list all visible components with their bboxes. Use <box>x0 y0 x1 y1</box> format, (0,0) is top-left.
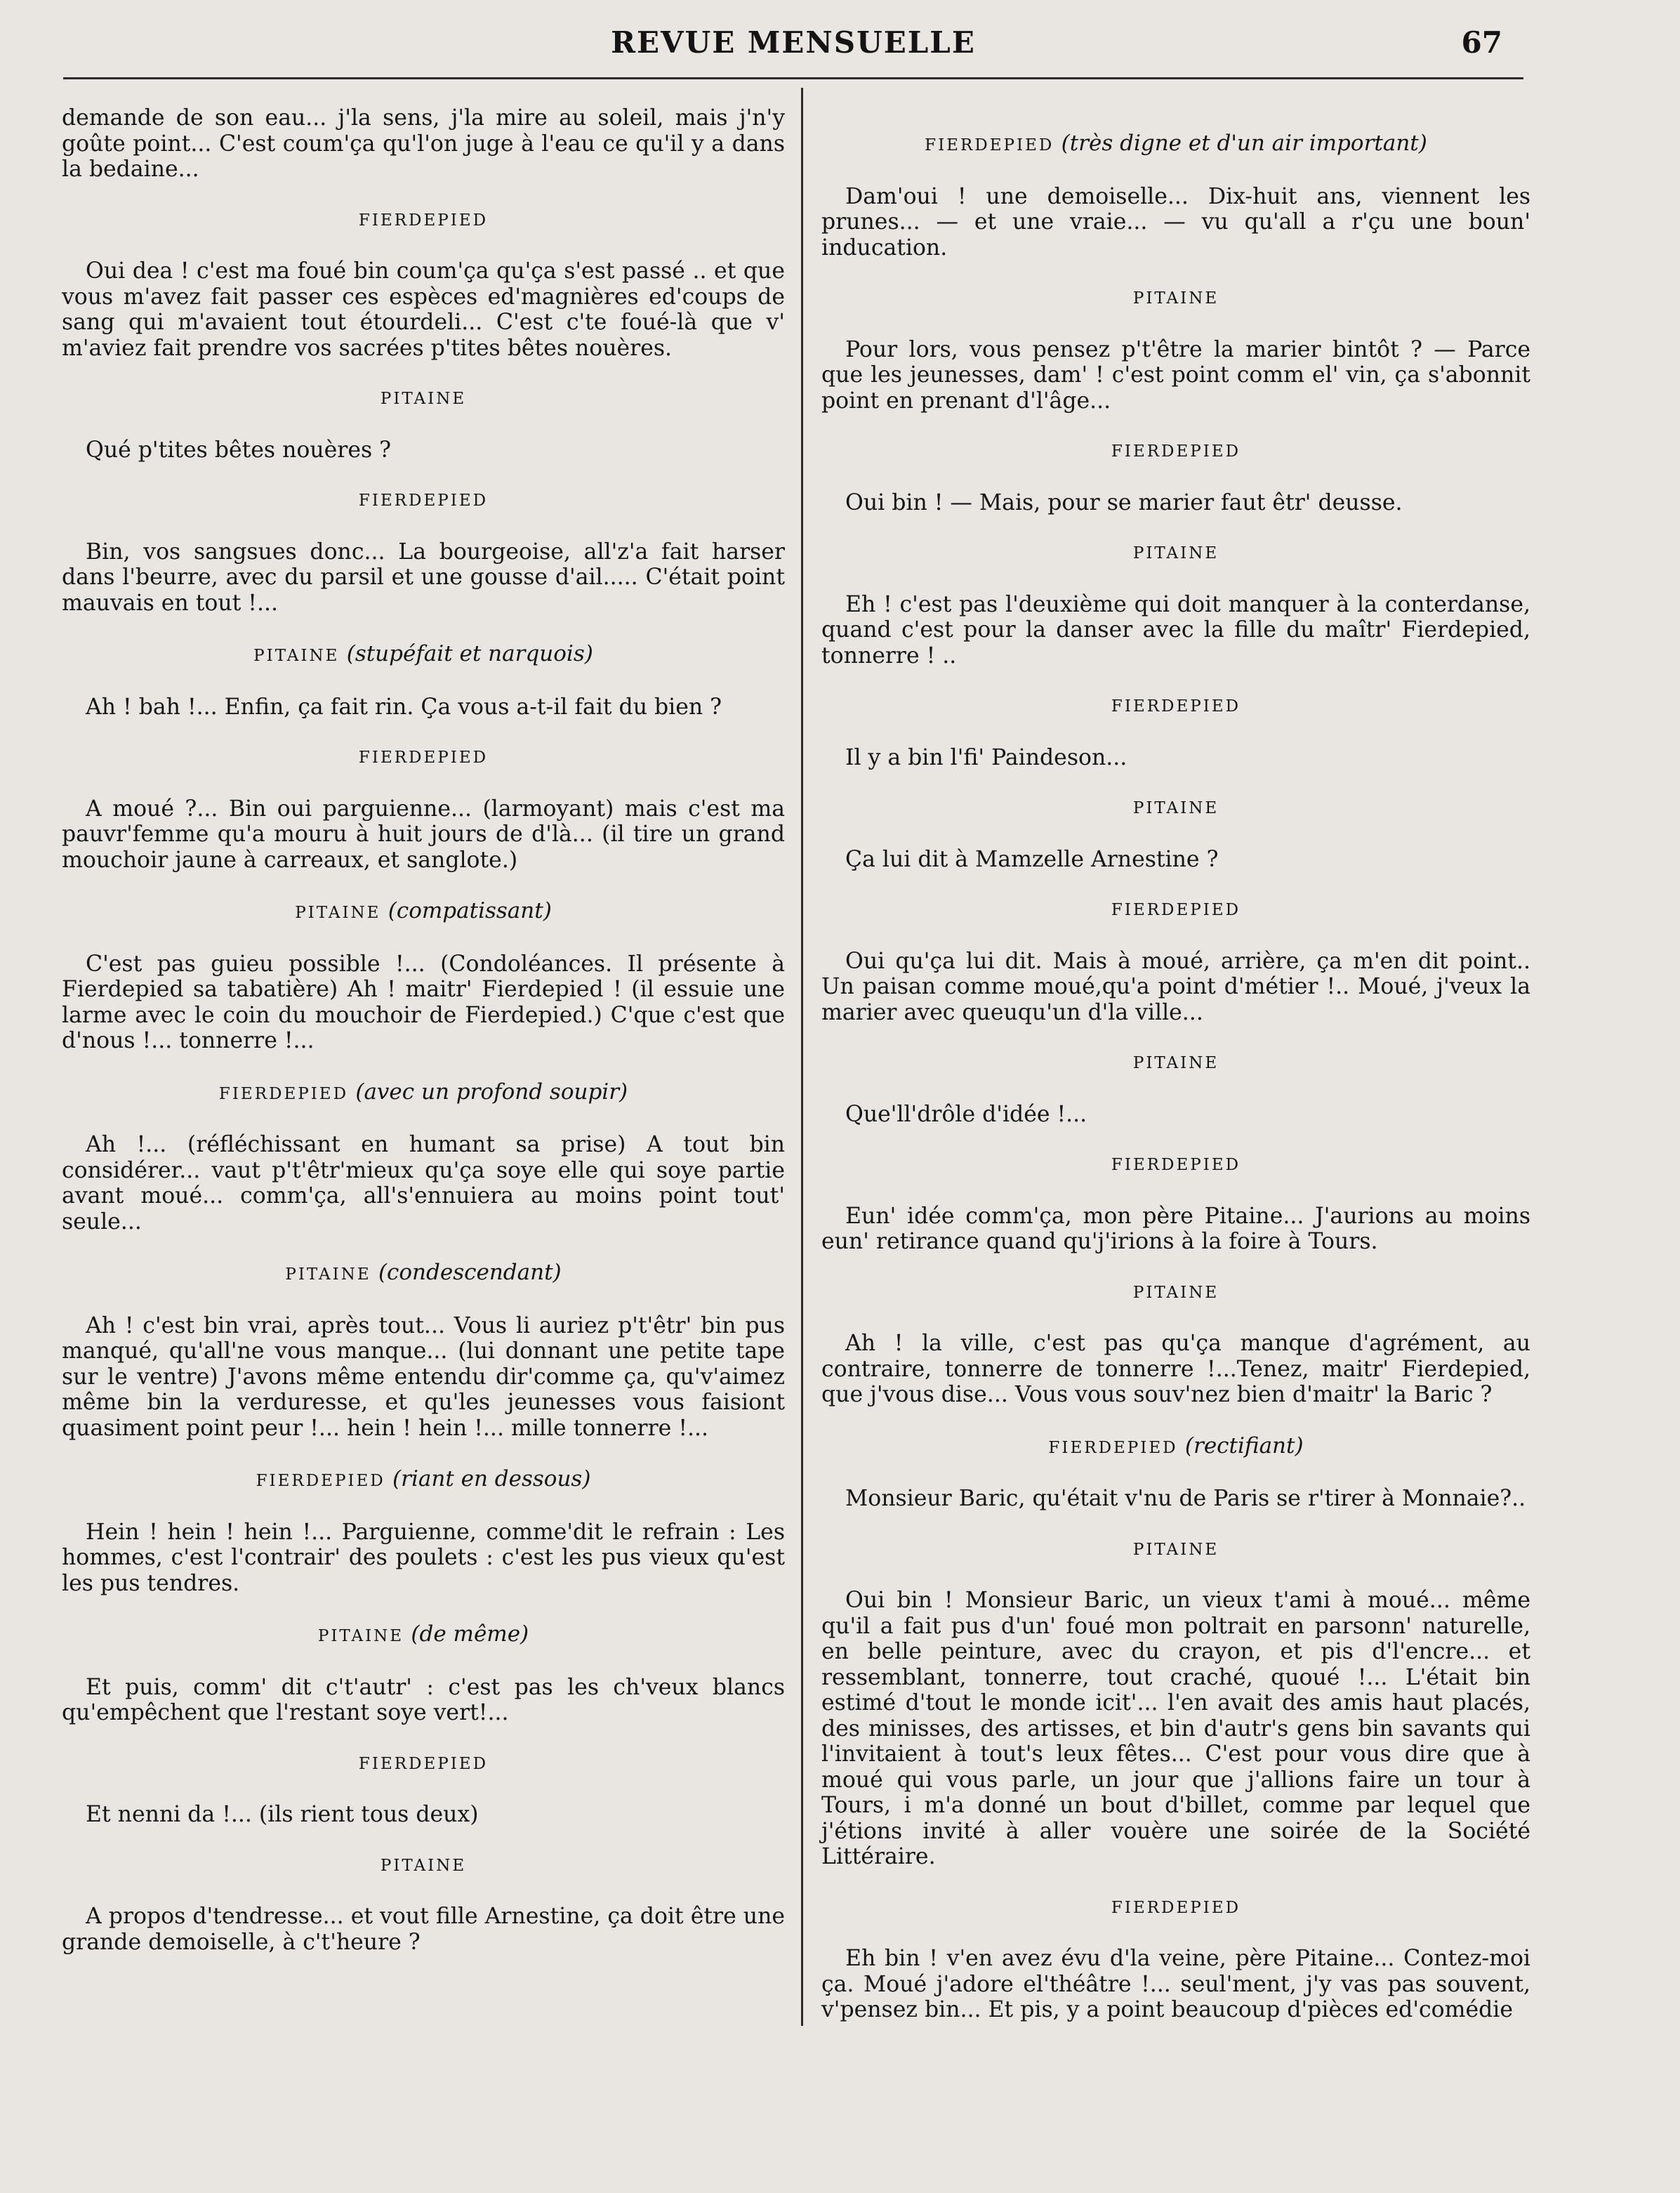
speaker-label: FIERDEPIED <box>1048 1438 1178 1457</box>
speech-paragraph: Ah ! c'est bin vrai, après tout... Vous li auriez p't'êtr' bin pus manqué, qu'all'ne vous manque... (lui donnant une petite tape sur le ventre) J'avons même entendu dir'comme ça, qu'v'aimez même bin la verduresse, et qu'les jeunesses vous faisiont quasiment point peur !... hein ! hein !... mille tonnerre !... <box>62 1312 785 1441</box>
speaker-name <box>821 439 1530 465</box>
speech-paragraph: Oui qu'ça lui dit. Mais à moué, arrière, ça m'en dit point.. Un paisan comme moué,qu'a point d'métier !.. Moué, j'veux la marier avec queuqu'un d'la ville... <box>821 948 1530 1025</box>
speaker-label: PITAINE <box>295 904 381 922</box>
speech-paragraph: C'est pas guieu possible !... (Condoléances. Il présente à Fierdepied sa tabatière) Ah ! maitr' Fierdepied ! (il essuie une larme avec le coin du mouchoir de Fierdepied.) C'que c'est que d'nous !... tonnerre !... <box>62 951 785 1053</box>
stage-direction: (compatissant) <box>388 898 552 923</box>
speech-paragraph: Eh ! c'est pas l'deuxième qui doit manquer à la conterdanse, quand c'est pour la danser avec la fille du maîtr' Fierdepied, tonnerre ! .. <box>821 591 1530 669</box>
speaker-label: FIERDEPIED <box>1111 1156 1241 1174</box>
speaker-name <box>821 1152 1530 1178</box>
speaker-name <box>62 208 785 234</box>
speaker-label: PITAINE <box>380 1856 467 1875</box>
speaker-label: FIERDEPIED <box>925 136 1054 154</box>
speech-paragraph: Qué p'tites bêtes nouères ? <box>86 437 392 463</box>
speaker-label: FIERDEPIED <box>218 1084 349 1103</box>
speech-paragraph: demande de son eau... j'la sens, j'la mire au soleil, mais j'n'y goûte point... C'est coum'ça qu'l'on juge à l'eau ce qu'il y a dans la bedaine... <box>62 105 785 182</box>
speech-paragraph: Pour lors, vous pensez p't'être la marier bintôt ? — Parce que les jeunesses, dam' ! c'est point comm el' vin, ça s'abonnit point en prenant d'l'âge... <box>821 336 1530 414</box>
speaker-label: PITAINE <box>1132 1283 1219 1302</box>
speaker-name <box>62 1260 785 1288</box>
speaker-label: PITAINE <box>1132 1054 1219 1072</box>
speech-paragraph: Ça lui dit à Mamzelle Arnestine ? <box>845 846 1219 872</box>
speech-paragraph: Dam'oui ! une demoiselle... Dix-huit ans, viennent les prunes... — et une vraie... — vu qu'all a r'çu une boun' inducation. <box>821 183 1530 261</box>
speaker-name <box>62 1853 785 1879</box>
speech-paragraph: Que'll'drôle d'idée !... <box>845 1101 1087 1127</box>
speaker-label: PITAINE <box>1132 1540 1219 1559</box>
speaker-label: FIERDEPIED <box>1111 697 1241 716</box>
speaker-label: PITAINE <box>1132 544 1219 562</box>
speech-paragraph: Oui bin ! Monsieur Baric, un vieux t'ami à moué... même qu'il a fait pus d'un' foué mon poltrait en parsonn' naturelle, en belle peinture, avec du crayon, et pis d'l'encre... et ressemblant, tonnerre, tout craché, quoué !... L'était bin estimé d'tout le monde icit'... l'en avait des amis haut placés, des minisses, des artisses, et bin d'autr's gens bin savants qui l'invitaient à tout's leux fêtes... C'est pour vous dire que à moué qui vous parle, un jour que j'allions faire un tour à Tours, i m'a donné un bout d'billet, comme par lequel que j'étions invité à aller vouère une soirée de la Société Littéraire. <box>821 1588 1530 1869</box>
speaker-name <box>821 541 1530 567</box>
speaker-name <box>821 796 1530 822</box>
speaker-label: PITAINE <box>285 1265 371 1284</box>
speech-paragraph: Et nenni da !... (ils rient tous deux) <box>86 1802 479 1827</box>
speaker-label: PITAINE <box>253 647 340 665</box>
speaker-name <box>62 1466 785 1494</box>
speaker-name <box>62 898 785 926</box>
speech-paragraph: Il y a bin l'fi' Paindeson... <box>845 744 1127 770</box>
speaker-name <box>821 1895 1530 1921</box>
speech-paragraph: Ah !... (réfléchissant en humant sa prise) A tout bin considérer... vaut p't'êtr'mieux qu'ça soye elle qui soye partie avant moué... comm'ça, all's'ennuiera au moins point tout' seule... <box>62 1132 785 1234</box>
speaker-name <box>821 1537 1530 1563</box>
speaker-label: FIERDEPIED <box>358 211 489 230</box>
stage-direction: (rectifiant) <box>1184 1433 1304 1458</box>
journal-title: REVUE MENSUELLE <box>611 25 976 60</box>
speaker-name <box>62 641 785 669</box>
speech-paragraph: A propos d'tendresse... et vout fille Arnestine, ça doit être une grande demoiselle, à c't'heure ? <box>62 1904 785 1955</box>
speaker-name <box>62 488 785 514</box>
right-column <box>821 105 1530 2023</box>
page-header <box>63 25 1523 67</box>
stage-direction: (de même) <box>411 1621 529 1647</box>
stage-direction: (riant en dessous) <box>392 1466 591 1491</box>
speaker-name <box>821 1433 1530 1461</box>
speaker-label: FIERDEPIED <box>1111 442 1241 461</box>
speaker-name <box>821 1280 1530 1306</box>
speech-paragraph: Oui dea ! c'est ma foué bin coum'ça qu'ça s'est passé .. et que vous m'avez fait passer ces espèces ed'magnières ed'coups de sang qui m'avaient tout étourdeli... C'est c'te foué-là que v' m'aviez fait prendre vos sacrées p'tites bêtes nouères. <box>62 258 785 361</box>
page-number: 67 <box>1461 25 1502 60</box>
header-rule <box>63 77 1523 79</box>
speech-paragraph: Eh bin ! v'en avez évu d'la veine, père Pitaine... Contez-moi ça. Moué j'adore el'théâtre !... seul'ment, j'y vas pas souvent, v'pensez bin... Et pis, y a point beaucoup d'pièces ed'comédie <box>821 1946 1530 2022</box>
speaker-name <box>62 386 785 412</box>
stage-direction: (stupéfait et narquois) <box>346 641 593 666</box>
speaker-name <box>821 897 1530 923</box>
speaker-label: FIERDEPIED <box>358 749 489 767</box>
speech-paragraph: Eun' idée comm'ça, mon père Pitaine... J'aurions au moins eun' retirance quand qu'j'irions à la foire à Tours. <box>821 1203 1530 1254</box>
stage-direction: (avec un profond soupir) <box>355 1079 628 1105</box>
speaker-name <box>62 1621 785 1649</box>
speaker-name <box>62 745 785 771</box>
speaker-name <box>821 694 1530 720</box>
speaker-label: FIERDEPIED <box>358 492 489 510</box>
speaker-label: FIERDEPIED <box>256 1472 385 1490</box>
speaker-label: FIERDEPIED <box>358 1754 489 1773</box>
speech-paragraph: Ah ! la ville, c'est pas qu'ça manque d'agrément, au contraire, tonnerre de tonnerre !...Tenez, maitr' Fierdepied, que j'vous dise... Vous vous souv'nez bien d'maitr' la Baric ? <box>821 1331 1530 1407</box>
column-divider <box>801 88 803 2026</box>
speech-paragraph: Bin, vos sangsues donc... La bourgeoise, all'z'a fait harser dans l'beurre, avec du parsil et une gousse d'ail..... C'était point mauvais en tout !... <box>62 539 785 616</box>
speech-paragraph: Hein ! hein ! hein !... Parguienne, comme'dit le refrain : Les hommes, c'est l'contrair' des poulets : c'est les pus vieux qu'est les pus tendres. <box>62 1519 785 1596</box>
speech-paragraph: A moué ?... Bin oui parguienne... (larmoyant) mais c'est ma pauvr'femme qu'a mouru à huit jours de d'là... (il tire un grand mouchoir jaune à carreaux, et sanglote.) <box>62 796 785 873</box>
speech-paragraph: Ah ! bah !... Enfin, ça fait rin. Ça vous a-t-il fait du bien ? <box>86 694 722 720</box>
stage-direction: (très digne et d'un air important) <box>1061 131 1427 156</box>
speech-paragraph: Oui bin ! — Mais, pour se marier faut êtr' deusse. <box>845 489 1403 515</box>
speaker-name <box>821 1051 1530 1076</box>
speaker-label: PITAINE <box>317 1627 404 1645</box>
speech-paragraph: Et puis, comm' dit c't'autr' : c'est pas les ch'veux blancs qu'empêchent que l'restant soye vert!... <box>62 1674 785 1725</box>
speaker-name <box>821 131 1530 159</box>
left-column <box>62 105 785 1955</box>
stage-direction: (condescendant) <box>378 1260 562 1285</box>
speaker-label: FIERDEPIED <box>1111 901 1241 919</box>
speaker-label: FIERDEPIED <box>1111 1898 1241 1917</box>
speaker-label: PITAINE <box>1132 289 1219 308</box>
speaker-label: PITAINE <box>1132 799 1219 817</box>
speaker-name <box>62 1751 785 1777</box>
speech-paragraph: Monsieur Baric, qu'était v'nu de Paris se r'tirer à Monnaie?.. <box>845 1486 1526 1511</box>
speaker-name <box>62 1079 785 1107</box>
speaker-name <box>821 286 1530 312</box>
speaker-label: PITAINE <box>380 390 467 408</box>
